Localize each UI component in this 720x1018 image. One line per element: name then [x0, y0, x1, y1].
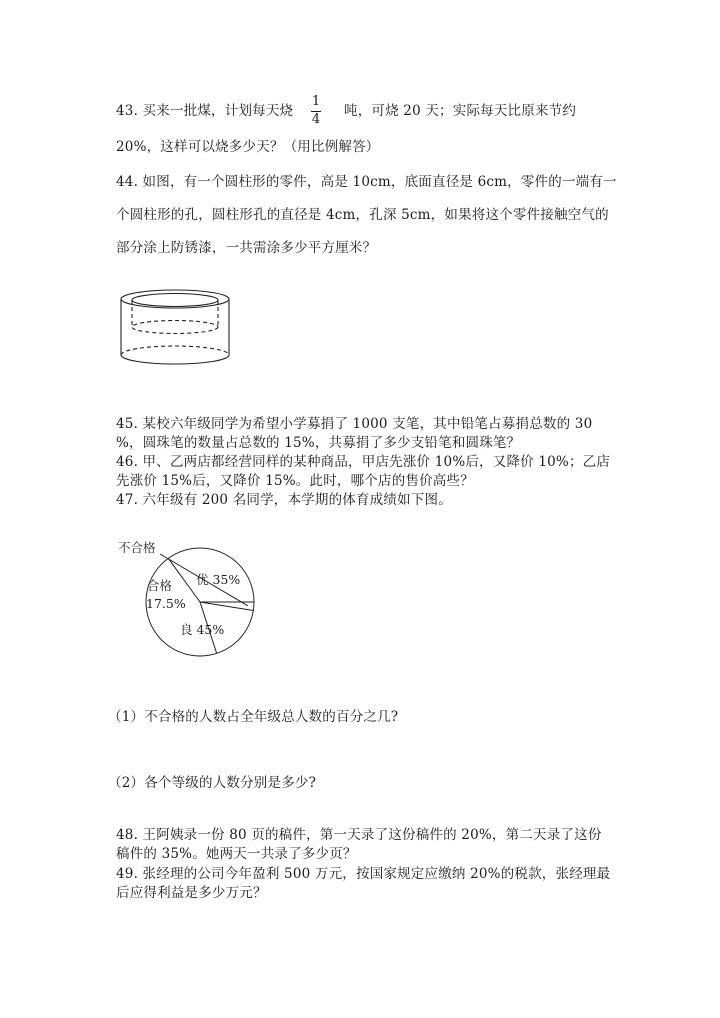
- pie-label-qualified-name: 合格: [147, 578, 173, 593]
- q48-line1: 48. 王阿姨录一份 80 页的稿件，第一天录了这份稿件的 20%，第二天录了这份: [116, 827, 602, 843]
- q46-line1: 46. 甲、乙两店都经营同样的某种商品，甲店先涨价 10%后，又降价 10%；乙店: [116, 454, 611, 470]
- q44-line1: 44. 如图，有一个圆柱形的零件，高是 10cm，底面直径是 6cm，零件的一端有一: [116, 174, 617, 190]
- q47-sub1: （1）不合格的人数占全年级总人数的百分之几?: [108, 709, 399, 725]
- q44-line2: 个圆柱形的孔，圆柱形孔的直径是 4cm，孔深 5cm，如果将这个零件接触空气的: [116, 207, 609, 223]
- pie-label-unqualified: 不合格: [118, 540, 156, 555]
- cylinder-top-ellipse: [121, 290, 229, 308]
- cylinder-bottom-back: [121, 346, 229, 355]
- cylinder-figure: [110, 284, 240, 374]
- cylinder-bottom-front: [121, 355, 229, 364]
- fraction-numerator: 1: [311, 94, 321, 109]
- hole-bottom-ellipse: [132, 321, 218, 334]
- q49-line2: 后应得利益是多少万元？: [116, 885, 267, 901]
- pie-label-excellent: 优 35%: [196, 572, 241, 587]
- pie-boundary-qualified-end: [200, 602, 253, 610]
- pie-chart: [110, 532, 270, 664]
- q47-sub2: （2）各个等级的人数分别是多少?: [108, 775, 317, 791]
- hole-top-ellipse: [132, 294, 218, 307]
- q48-line2: 稿件的 35%。她两天一共录了多少页？: [116, 846, 357, 862]
- q43-line2: 20%，这样可以烧多少天？（用比例解答）: [116, 139, 380, 155]
- q47-line1: 47. 六年级有 200 名同学，本学期的体育成绩如下图。: [116, 492, 452, 508]
- pie-label-qualified-value: 17.5%: [146, 596, 186, 611]
- q43-line1-part2: 吨，可烧 20 天；实际每天比原来节约: [344, 103, 577, 119]
- pie-label-good: 良 45%: [180, 622, 225, 637]
- q43-line1-part1: 43. 买来一批煤，计划每天烧: [116, 103, 294, 119]
- q44-line3: 部分涂上防锈漆，一共需涂多少平方厘米？: [116, 240, 377, 256]
- q49-line1: 49. 张经理的公司今年盈利 500 万元，按国家规定应缴纳 20%的税款，张经理最: [116, 866, 611, 882]
- fraction-denominator: 4: [311, 112, 321, 127]
- q45-line1: 45. 某校六年级同学为希望小学募捐了 1000 支笔，其中铅笔占募捐总数的 30: [116, 416, 593, 432]
- q46-line2: 先涨价 15%后，又降价 15%。此时，哪个店的售价高些？: [116, 473, 474, 489]
- q45-line2: %，圆珠笔的数量占总数的 15%，共募捐了多少支铅笔和圆珠笔？: [116, 435, 521, 451]
